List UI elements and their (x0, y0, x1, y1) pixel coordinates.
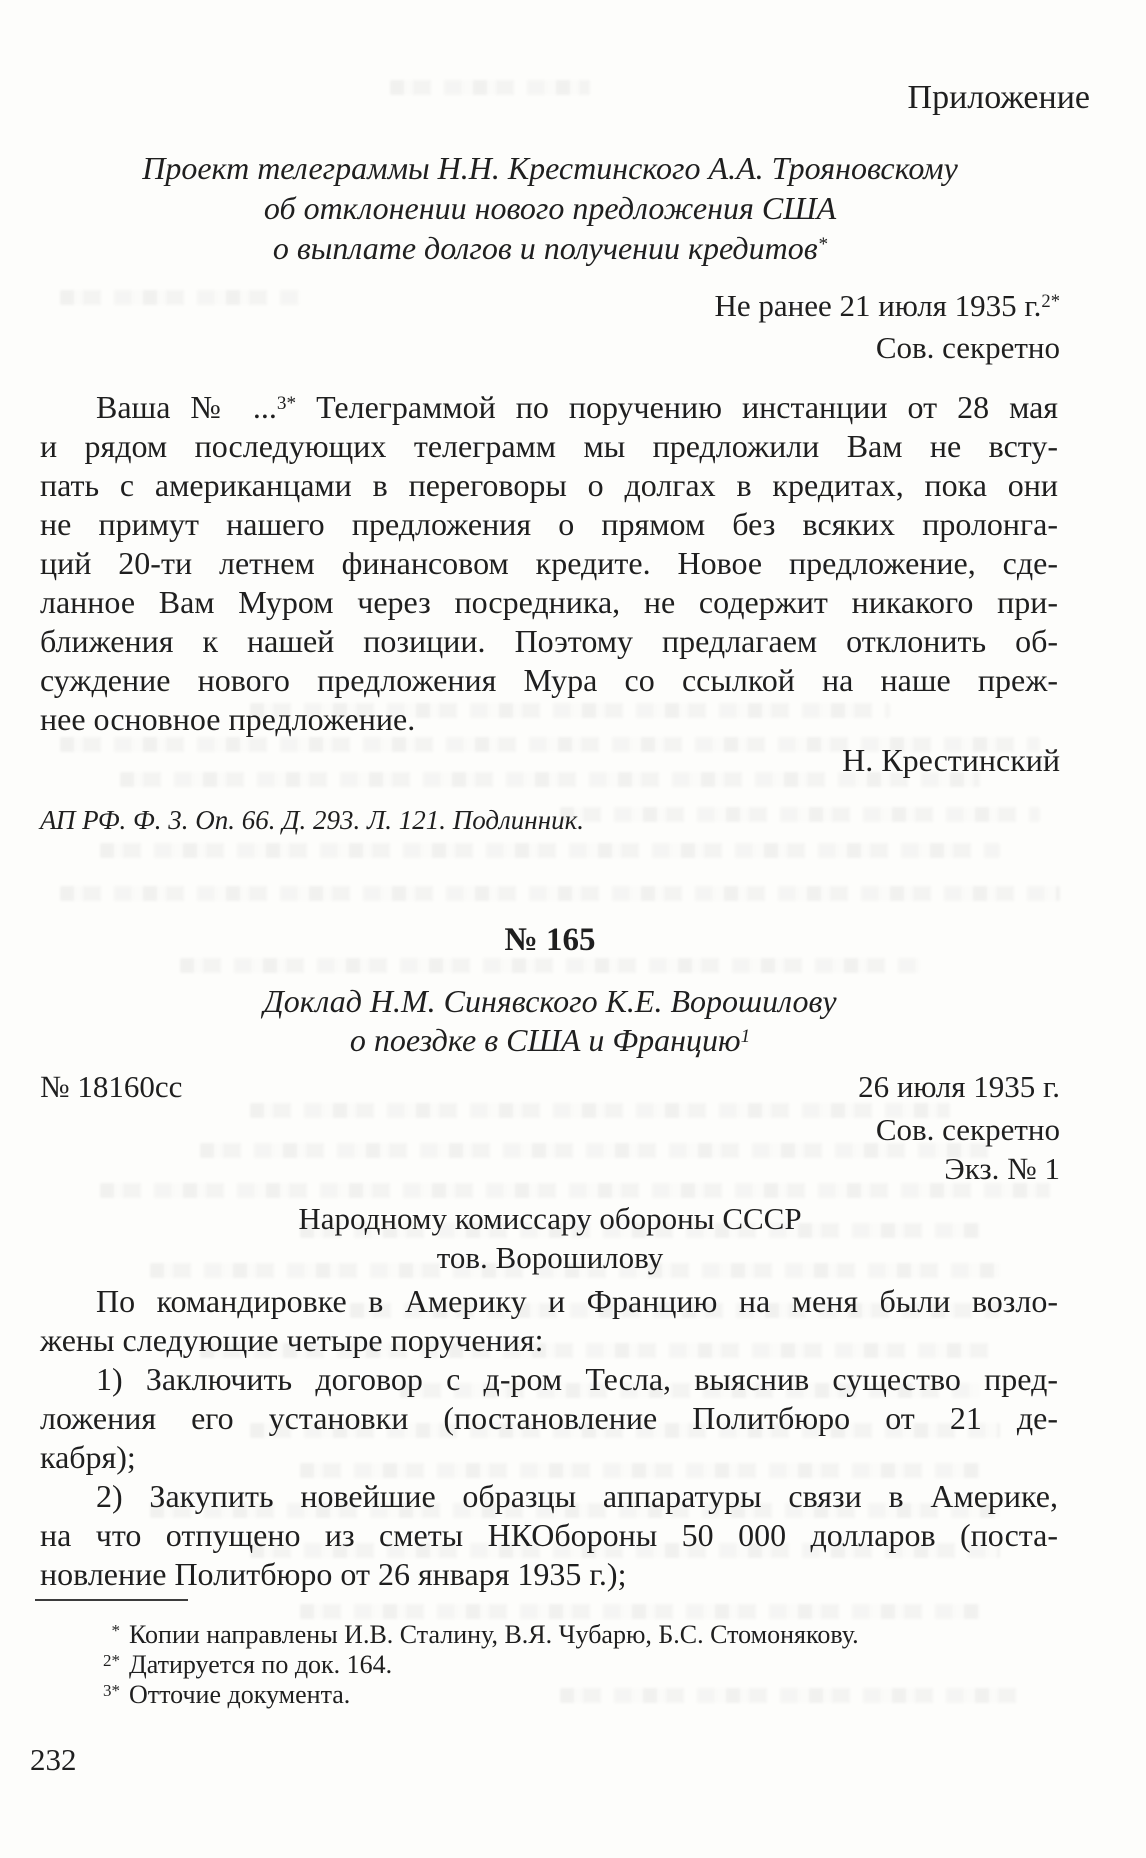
doc2-body-line: 2) Закупить новейшие образцы аппаратуры связи в Америке, (96, 1478, 1058, 1514)
doc1-body-line: ций 20-ти летнем финансовом кредите. Новое предложение, сде- (40, 545, 1058, 581)
doc1-body (40, 388, 1058, 739)
footnote: $^{2*}$ Датируется по док. 164. (103, 1650, 393, 1679)
footnote-text: Копии направлены И.В. Сталину, В.Я. Чубарю, Б.С. Стомонякову. (129, 1620, 859, 1649)
doc1-body-line: ланное Вам Муром через посредника, не содержит никакого при- (40, 584, 1058, 620)
doc2-addressee-line: тов. Ворошилову (436, 1240, 664, 1275)
footnote-marker: 1 (740, 1025, 751, 1047)
doc2-body-line: новление Политбюро от 26 января 1935 г.); (40, 1556, 627, 1592)
doc2-addressee-line: Народному комиссару обороны СССР (298, 1201, 802, 1236)
page-number: 232 (30, 1742, 77, 1777)
doc2-body-line: на что отпущено из сметы НКОбороны 50 000 долларов (поста- (40, 1517, 1058, 1553)
footnote-marker: 2* (1041, 291, 1060, 313)
doc2-secrecy-label: Сов. секретно (875, 1112, 1060, 1147)
footnote-text: Датируется по док. 164. (129, 1650, 393, 1679)
doc2-body-line: жены следующие четыре поручения: (40, 1322, 544, 1358)
doc1-title-line: о выплате долгов и получении кредитов* (272, 230, 828, 266)
doc2-title (40, 982, 1060, 1060)
doc1-body-line: Ваша № ...$^{3*}$ Телеграммой по поручению инстанции от 28 мая (96, 389, 1059, 425)
doc2-copy-number: Экз. № 1 (944, 1151, 1060, 1186)
footnote-rule (35, 1599, 188, 1601)
doc1-body-line: нее основное предложение. (40, 701, 416, 737)
appendix-label: Приложение (907, 79, 1090, 116)
doc2-body-line: По командировке в Америку и Францию на меня были возло- (96, 1283, 1058, 1319)
bleed-through-artifact (60, 886, 1060, 901)
footnote: * Копии направлены И.В. Сталину, В.Я. Чубарю, Б.С. Стомонякову. (111, 1620, 859, 1649)
doc2-outgoing-number: № 18160сс (40, 1069, 183, 1104)
doc1-body-line: суждение нового предложения Мура со ссылкой на наше преж- (40, 662, 1058, 698)
doc2-title-line: о поездке в США и Францию$^1$ (349, 1022, 751, 1058)
doc2-title-line: Доклад Н.М. Синявского К.Е. Ворошилову (263, 983, 837, 1019)
footnote: $^{3*}$ Отточие документа. (103, 1680, 351, 1709)
doc1-body-line: и рядом последующих телеграмм мы предложили Вам не всту- (40, 428, 1058, 464)
bleed-through-artifact (300, 1604, 980, 1619)
doc2-body-line: кабря); (40, 1439, 136, 1475)
footnotes (40, 1620, 1050, 1710)
doc2-body-line: ложения его установки (постановление Политбюро от 21 де- (40, 1400, 1058, 1436)
doc1-date-line: Не ранее 21 июля 1935 г.$^{2*}$ (714, 288, 1060, 323)
doc1-archive-reference: АП РФ. Ф. 3. Оп. 66. Д. 293. Л. 121. Подлинник. (40, 805, 584, 835)
doc1-title-line: Проект телеграммы Н.Н. Крестинского А.А. Трояновскому (142, 150, 958, 186)
footnote-marker: 3* (276, 392, 297, 414)
doc2-date: 26 июля 1935 г. (858, 1069, 1060, 1104)
doc1-body-line: пать с американцами в переговоры о долгах в кредитах, пока они (40, 467, 1058, 503)
doc2-body-line: 1) Заключить договор с д-ром Тесла, выяснив существо пред- (96, 1361, 1058, 1397)
footnote-text: Отточие документа. (129, 1680, 351, 1709)
doc1-body-line: не примут нашего предложения о прямом без всяких пролонга- (40, 506, 1058, 542)
doc1-body-line: ближения к нашей позиции. Поэтому предлагаем отклонить об- (40, 623, 1058, 659)
bleed-through-artifact (560, 807, 1040, 822)
bleed-through-artifact (100, 843, 1000, 858)
doc2-reference-row (40, 1069, 1060, 1105)
doc2-addressee (40, 1199, 1060, 1277)
doc1-title (40, 148, 1060, 268)
doc1-signature: Н. Крестинский (842, 742, 1060, 778)
footnote-marker: * (817, 233, 828, 255)
doc1-secrecy-label: Сов. секретно (875, 330, 1060, 365)
bleed-through-artifact (180, 958, 920, 973)
doc1-title-line: об отклонении нового предложения США (263, 190, 837, 226)
doc2-number: № 165 (504, 922, 596, 958)
doc2-body (40, 1282, 1058, 1594)
